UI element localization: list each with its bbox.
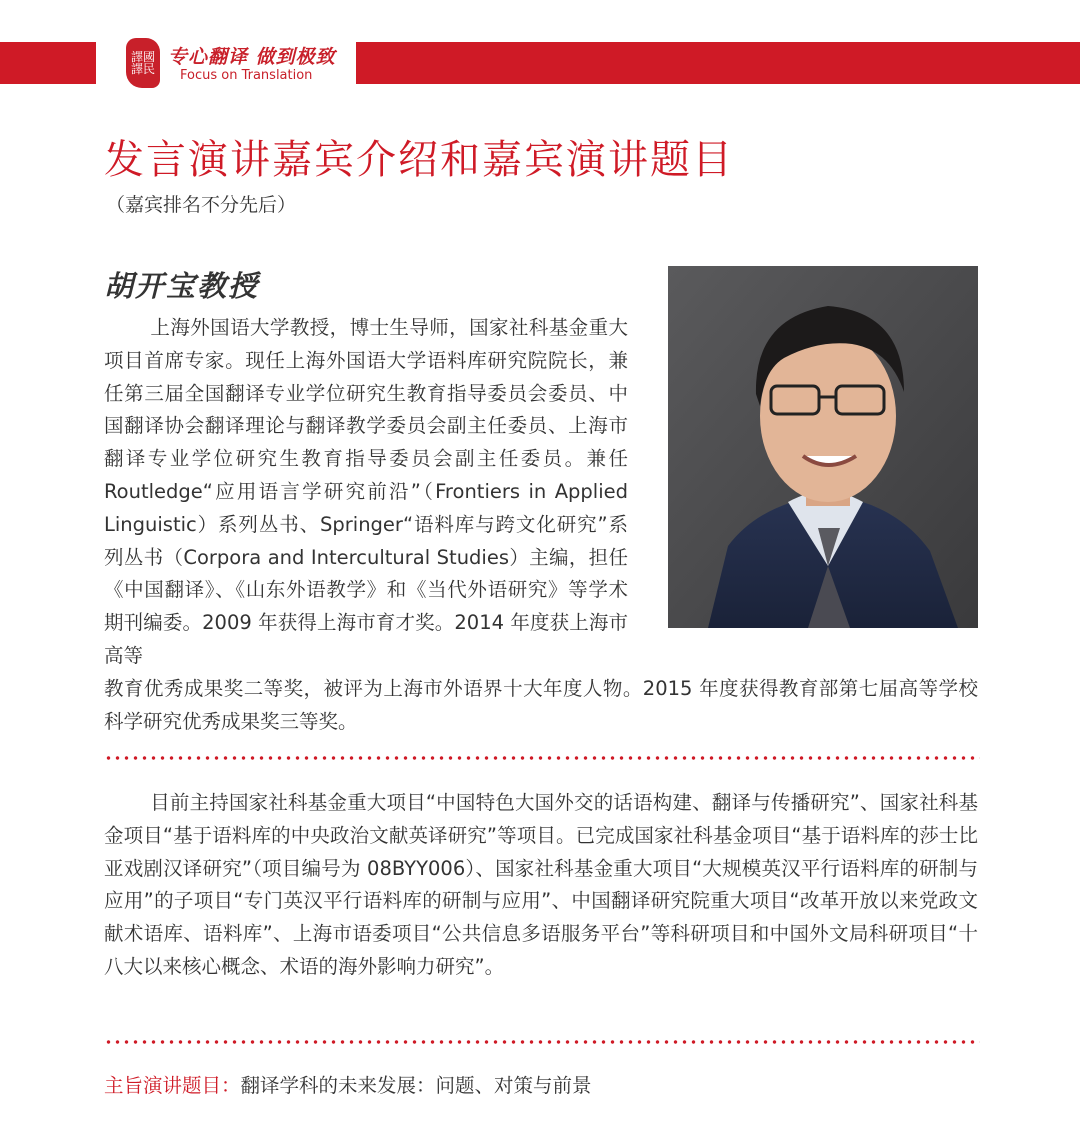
speaker-name: 胡开宝教授 [104,269,260,303]
header-banner-right [356,42,1080,84]
speaker-projects [104,787,978,984]
header-tagline: Focus on Translation [180,68,313,83]
speaker-bio-part2: 教育优秀成果奖二等奖，被评为上海市外语界十大年度人物。2015 年度获得教育部第七届高等学校科学研究优秀成果奖三等奖。 [104,677,978,733]
keynote-label: 主旨演讲题目： [104,1074,241,1097]
page-title: 发言演讲嘉宾介绍和嘉宾演讲题目 [104,137,734,183]
header-slogan: 专心翻译 做到极致 [168,46,336,68]
keynote-title: 翻译学科的未来发展：问题、对策与前景 [240,1074,592,1097]
keynote-line [104,1070,592,1098]
page-subtitle: （嘉宾排名不分先后） [106,194,297,216]
speaker-bio-part1 [104,312,628,673]
header-banner-left [0,42,96,84]
dotted-divider [104,1040,980,1044]
seal-logo: 譯國譯民 [126,38,160,88]
speaker-photo [668,266,978,628]
projects-text: 目前主持国家社科基金重大项目“中国特色大国外交的话语构建、翻译与传播研究”、国家社科基金项目“基于语料库的中央政治文献英译研究”等项目。已完成国家社科基金项目“基于语料库的莎士比亚戏剧汉译研究”（项目编号为 08BYY006）、国家社科基金重大项目“大规模英汉平行语料库的研制与应用”的子项目“专门英汉平行语料库的研制与应用”、中国翻译研究院重大项目“改革开放以来党政文献术语库、语料库”、上海市语委项目“公共信息多语服务平台”等科研项目和中国外文局科研项目“十八大以来核心概念、术语的海外影响力研究”。 [104,791,978,978]
dotted-divider [104,756,980,760]
portrait-illustration [668,266,978,628]
bio-text-1: 上海外国语大学教授，博士生导师，国家社科基金重大项目首席专家。现任上海外国语大学语料库研究院院长，兼任第三届全国翻译专业学位研究生教育指导委员会委员、中国翻译协会翻译理论与翻译教学委员会副主任委员、上海市翻译专业学位研究生教育指导委员会副主任委员。兼任 Routledge“应用语言学研究前沿”（Frontiers in Applied Linguistic）系列丛书、Springer“语料库与跨文化研究”系列丛书（Corpora and Intercultural Studies）主编，担任《中国翻译》、《山东外语教学》和《当代外语研究》等学术期刊编委。2009 年获得上海市育才奖。2014 年度获上海市高等 [104,316,628,667]
